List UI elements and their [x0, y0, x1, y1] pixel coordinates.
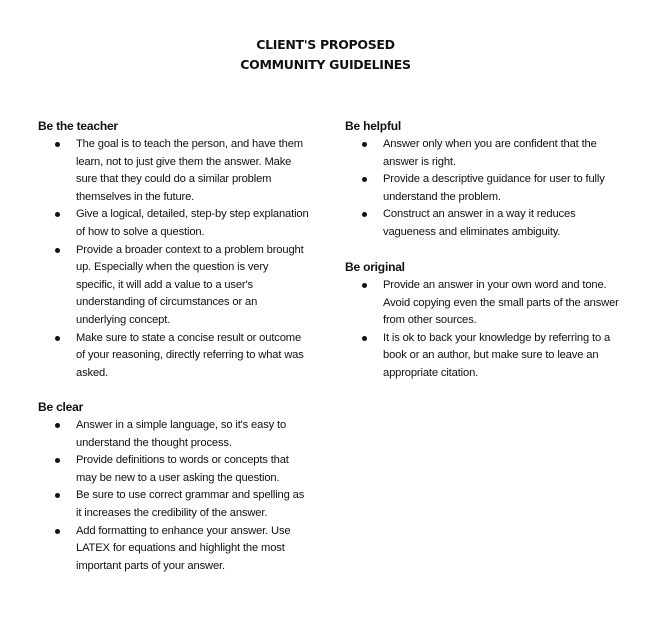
list-item: [38, 487, 310, 522]
bullet-list: [38, 136, 310, 382]
list-item-text: The goal is to teach the person, and have them learn, not to just give them the answer. Make sure that they could do a similar problem themselves in the future.: [76, 138, 303, 203]
title-line-2: COMMUNITY GUIDELINES: [240, 57, 411, 72]
list-item: [38, 523, 310, 576]
list-item-text: It is ok to back your knowledge by referring to a book or an author, but make sure to leave an appropriate citation.: [383, 331, 611, 379]
bullet-icon: [55, 423, 60, 428]
bullet-icon: [55, 212, 60, 217]
section-heading: Be the teacher: [38, 119, 118, 133]
bullet-list: [345, 277, 620, 383]
bullet-icon: [55, 529, 60, 534]
list-item-text: Be sure to use correct grammar and spelling as it increases the credibility of the answer.: [76, 489, 305, 519]
bullet-icon: [362, 142, 367, 147]
bullet-list: [38, 417, 310, 575]
list-item: [38, 206, 310, 241]
bullet-list: [345, 136, 620, 242]
list-item-text: Add formatting to enhance your answer. Use LATEX for equations and highlight the most important parts of your answer.: [76, 524, 291, 572]
list-item-text: Provide definitions to words or concepts that may be new to a user asking the question.: [76, 454, 289, 484]
title-line-1: CLIENT'S PROPOSED: [256, 37, 395, 52]
list-item-text: Provide a broader context to a problem brought up. Especially when the question is very specific, it will add a value to a user's understanding of circumstances or an underlying concept.: [76, 243, 304, 326]
list-item-text: Make sure to state a concise result or outcome of your reasoning, directly referring to what was asked.: [76, 331, 304, 379]
list-item: [38, 417, 310, 452]
bullet-icon: [362, 177, 367, 182]
list-item: [345, 206, 620, 241]
list-item-text: Provide an answer in your own word and tone. Avoid copying even the small parts of the answer from other sources.: [383, 279, 619, 327]
bullet-icon: [55, 336, 60, 341]
bullet-icon: [362, 336, 367, 341]
section-heading: Be original: [345, 260, 405, 274]
section-be-clear: [38, 399, 310, 575]
list-item-text: Provide a descriptive guidance for user to fully understand the problem.: [383, 173, 605, 203]
section-be-the-teacher: [38, 118, 310, 382]
section-be-original: [345, 259, 620, 383]
list-item-text: Give a logical, detailed, step-by step explanation of how to solve a question.: [76, 208, 309, 238]
list-item: [345, 171, 620, 206]
list-item-text: Answer only when you are confident that the answer is right.: [383, 138, 597, 168]
bullet-icon: [55, 142, 60, 147]
section-heading: Be helpful: [345, 119, 402, 133]
list-item: [38, 242, 310, 330]
bullet-icon: [362, 283, 367, 288]
list-item: [345, 277, 620, 330]
document-title: [0, 35, 651, 75]
list-item-text: Construct an answer in a way it reduces vagueness and eliminates ambiguity.: [383, 208, 576, 238]
section-be-helpful: [345, 118, 620, 242]
list-item: [345, 330, 620, 383]
bullet-icon: [55, 458, 60, 463]
bullet-icon: [55, 248, 60, 253]
bullet-icon: [55, 493, 60, 498]
bullet-icon: [362, 212, 367, 217]
list-item: [38, 452, 310, 487]
section-heading: Be clear: [38, 400, 84, 414]
list-item: [345, 136, 620, 171]
list-item-text: Answer in a simple language, so it's easy to understand the thought process.: [76, 419, 287, 449]
list-item: [38, 136, 310, 206]
list-item: [38, 330, 310, 383]
